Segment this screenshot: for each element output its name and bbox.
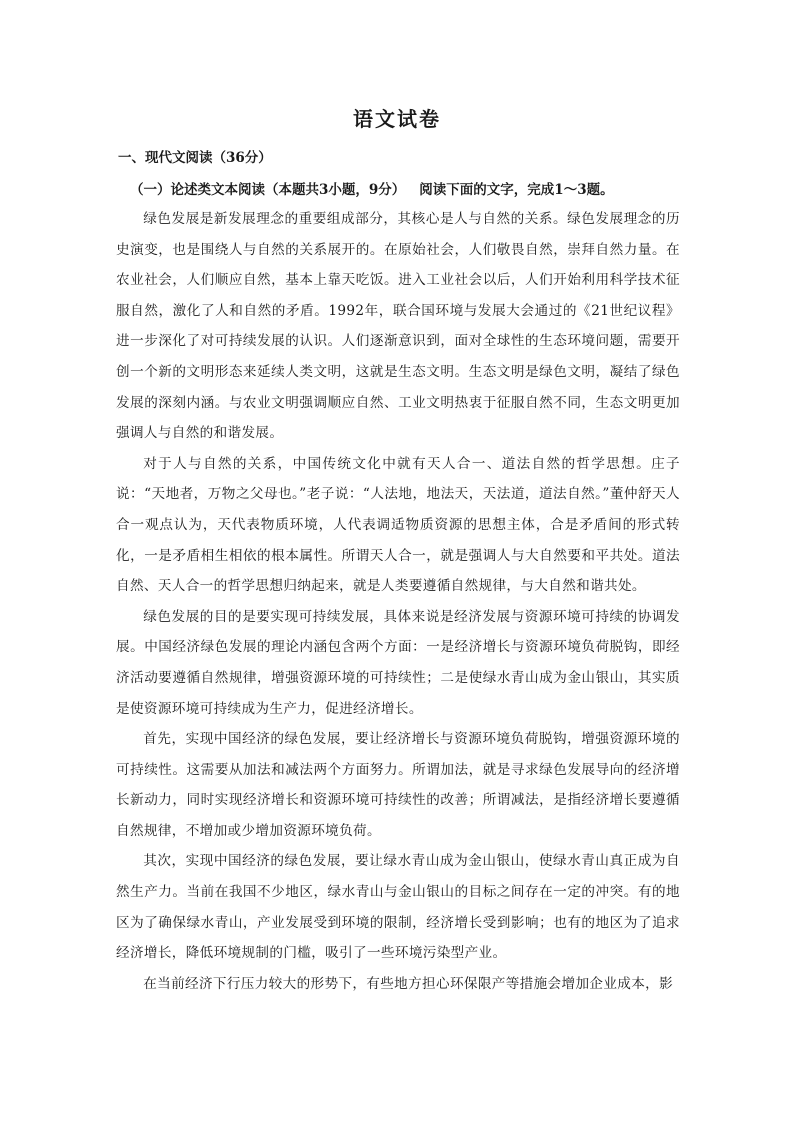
passage-paragraph: 绿色发展的目的是要实现可持续发展，具体来说是经济发展与资源环境可持续的协调发展。中国经济绿色发展的理论内涵包含两个方面：一是经济增长与资源环境负荷脱钩，即经济活动要遵循自然规律，增强资源环境的可持续性；二是使绿水青山成为金山银山，其实质是使资源环境可持续成为生产力，促进经济增长。: [116, 608, 680, 717]
passage-paragraph: 绿色发展是新发展理念的重要组成部分，其核心是人与自然的关系。绿色发展理念的历史演变，也是围绕人与自然的关系展开的。在原始社会，人们敬畏自然，崇拜自然力量。在农业社会，人们顺应自然，基本上靠天吃饭。进入工业社会以后，人们开始利用科学技术征服自然，激化了人和自然的矛盾。1992年，联合国环境与发展大会通过的《21世纪议程》进一步深化了对可持续发展的认识。人们逐渐意识到，面对全球性的生态环境问题，需要开创一个新的文明形态来延续人类文明，这就是生态文明。生态文明是绿色文明，凝结了绿色发展的深刻内涵。与农业文明强调顺应自然、工业文明热衷于征服自然不同，生态文明更加强调人与自然的和谐发展。: [116, 211, 680, 442]
passage-paragraph: 其次，实现中国经济的绿色发展，要让绿水青山成为金山银山，使绿水青山真正成为自然生产力。当前在我国不少地区，绿水青山与金山银山的目标之间存在一定的冲突。有的地区为了确保绿水青山，产业发展受到环境的限制，经济增长受到影响；也有的地区为了追求经济增长，降低环境规制的门槛，吸引了一些环境污染型产业。: [116, 853, 680, 962]
reading-instruction: 阅读下面的文字，完成1～3题。: [419, 182, 614, 198]
exam-title: 语文试卷: [353, 107, 441, 131]
reading-passage: [116, 204, 680, 999]
passage-paragraph: 对于人与自然的关系，中国传统文化中就有天人合一、道法自然的哲学思想。庄子说：“天地者，万物之父母也。”老子说：“人法地，地法天，天法道，道法自然。”董仲舒天人合一观点认为，天代表物质环境，人代表调适物质资源的思想主体，合是矛盾间的形式转化，一是矛盾相生相依的根本属性。所谓天人合一，就是强调人与大自然要和平共处。道法自然、天人合一的哲学思想归纳起来，就是人类要遵循自然规律，与大自然和谐共处。: [116, 455, 680, 595]
passage-paragraph: 在当前经济下行压力较大的形势下，有些地方担心环保限产等措施会增加企业成本，影: [143, 975, 674, 992]
passage-paragraph: 首先，实现中国经济的绿色发展，要让经济增长与资源环境负荷脱钩，增强资源环境的可持续性。这需要从加法和减法两个方面努力。所谓加法，就是寻求绿色发展导向的经济增长新动力，同时实现经济增长和资源环境可持续性的改善；所谓减法，是指经济增长要遵循自然规律，不增加或少增加资源环境负荷。: [116, 731, 680, 839]
sub-heading: [130, 178, 614, 198]
sub-heading-label: （一）论述类文本阅读（本题共3小题，9分）: [130, 182, 406, 198]
section-heading: 一、现代文阅读（36分）: [118, 150, 272, 166]
